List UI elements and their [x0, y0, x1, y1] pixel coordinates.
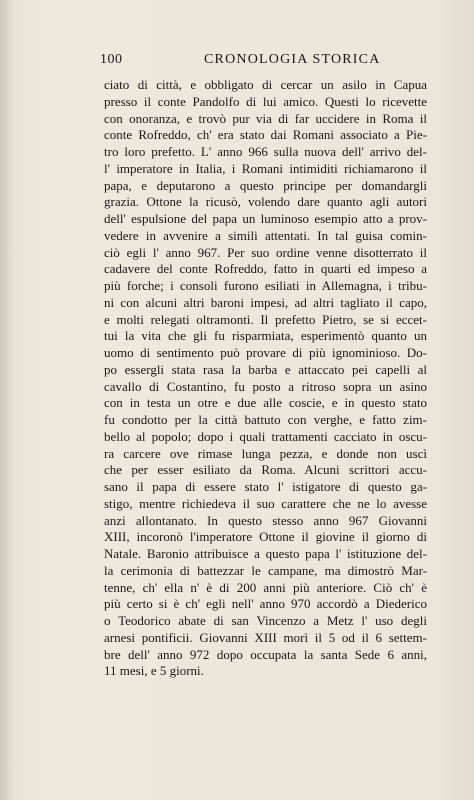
- text-line: vedere in avvenire a simili attentati. In tal guisa comin-: [104, 227, 427, 243]
- text-line: o Teodorico abate di san Vincenzo a Metz l' uso degli: [104, 613, 427, 628]
- text-line: conte Rofreddo, ch' era stato dai Romani associato a Pie-: [104, 127, 427, 143]
- text-line: ciò egli l' anno 967. Per suo ordine venne disotterrato il: [104, 244, 427, 260]
- text-line: tro loro prefetto. L' anno 966 sulla nuova dell' arrivo del-: [104, 144, 427, 159]
- text-line: ra carcere ove rimase lunga pezza, e donde non uscì: [104, 445, 427, 461]
- text-line: presso il conte Pandolfo di lui amico. Questi lo ricevette: [104, 93, 427, 109]
- text-line: fu condotto per la città battuto con verghe, e fatto zim-: [104, 412, 427, 427]
- page-number: 100: [100, 52, 123, 67]
- text-line: più forche; i consoli furono esiliati in Allemagna, i tribu-: [104, 278, 427, 293]
- text-line: e molti relegati oltramonti. Il prefetto Pietro, se si eccet-: [104, 311, 427, 327]
- text-line: anzi allontanato. In questo stesso anno 967 Giovanni: [104, 512, 427, 528]
- text-line: grazia. Ottone la ricusò, volendo dare quanto agli autori: [104, 194, 427, 210]
- text-line: stigo, mentre richiedeva il suo carattere che ne lo avesse: [104, 495, 427, 511]
- text-line: cavallo di Costantino, fu posto a ritroso sopra un asino: [104, 378, 427, 394]
- text-line: XIII, incoronò l'imperatore Ottone il giovine il giorno di: [104, 529, 427, 545]
- text-line: tenne, ch' ella n' è di 200 anni più anteriore. Ciò ch' è: [104, 579, 427, 595]
- text-line: arnesi pontificii. Giovanni XIII morì il 5 od il 6 settem-: [104, 629, 427, 645]
- text-line: Natale. Baronio attribuisce a questo papa l' istituzione del-: [104, 546, 427, 561]
- text-line: che per esser esiliato da Roma. Alcuni scrittori accu-: [104, 462, 427, 478]
- text-line: 11 mesi, e 5 giorni.: [104, 663, 204, 679]
- text-line: bello al popolo; dopo i quali trattamenti cacciato in oscu-: [104, 428, 427, 444]
- text-line: sano il papa di essere stato l' istigatore di questo ga-: [104, 479, 427, 494]
- text-line: tui la vita che gli fu risparmiata, esperimentò quanto un: [104, 328, 427, 344]
- text-line: con onoranza, e trovò pur via di far uccidere in Roma il: [104, 110, 427, 126]
- text-line: ciato di città, e obbligato di cercar un asilo in Capua: [104, 77, 427, 92]
- text-line: papa, e deputarono a questo principe per domandargli: [104, 177, 427, 193]
- text-line: cadavere del conte Rofreddo, fatto in quarti ed impeso a: [104, 261, 427, 277]
- text-line: con in testa un otre e due alle coscie, e in questo stato: [104, 395, 427, 411]
- text-line: l' imperatore in Italia, i Romani intimiditi richiamarono il: [104, 160, 427, 176]
- page-header: [100, 52, 424, 74]
- text-line: ni con alcuni altri baroni impesi, ad altri tagliato il capo,: [104, 294, 427, 310]
- text-line: più certo si è ch' egli nell' anno 970 accordò a Diederico: [104, 596, 427, 612]
- text-line: po essergli stata rasa la barba e attaccato pei capelli al: [104, 361, 427, 377]
- body-text: [104, 77, 427, 680]
- text-line: la cerimonia di battezzar le campane, ma dimostrò Mar-: [104, 562, 427, 578]
- text-line: bre dell' anno 972 dopo occupata la santa Sede 6 anni,: [104, 646, 427, 662]
- text-line: uomo di sentimento può provare di più ignominioso. Do-: [104, 345, 427, 360]
- text-line: dell' espulsione del papa un luminoso esempio atto a prov-: [104, 211, 427, 226]
- running-title: CRONOLOGIA STORICA: [204, 52, 381, 67]
